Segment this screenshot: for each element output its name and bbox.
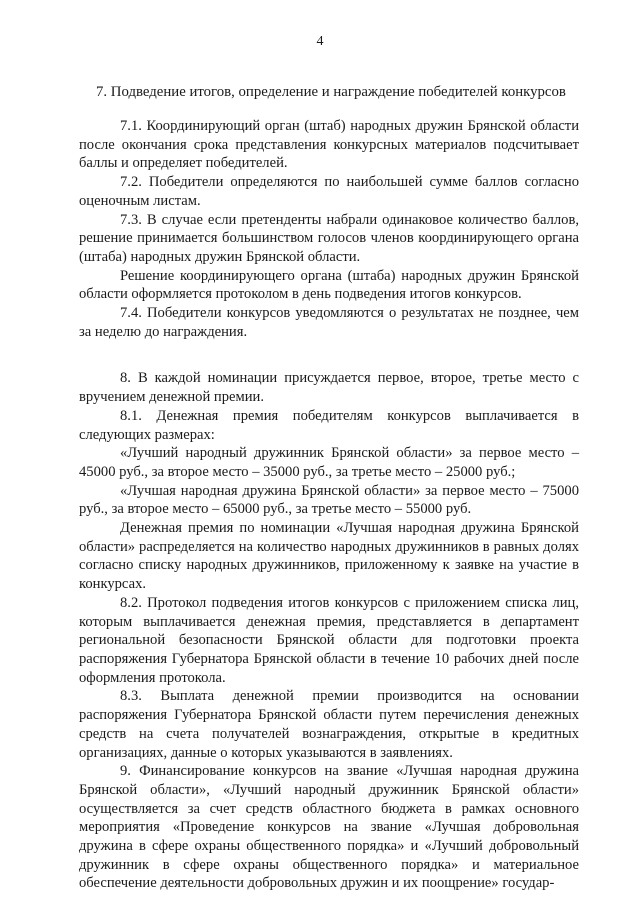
paragraph: «Лучшая народная дружина Брянской области» за первое место – 75000 руб., за второе место – 65000 руб., за третье место – 55000 руб. [79, 482, 579, 518]
paragraph: 7.1. Координирующий орган (штаб) народных дружин Брянской области после окончания срока представления конкурсных материалов подсчитывает баллы и определяет победителей. [79, 118, 579, 172]
paragraph: 7.2. Победители определяются по наибольшей сумме баллов согласно оценочным листам. [79, 174, 579, 209]
section-heading: 7. Подведение итогов, определение и награждение победителей конкурсов [96, 84, 566, 100]
paragraph: «Лучший народный дружинник Брянской области» за первое место – 45000 руб., за второе место – 35000 руб., за третье место – 25000 руб.; [79, 445, 579, 480]
paragraph: 8.2. Протокол подведения итогов конкурсов с приложением списка лиц, которым выплачивается денежная премия, представляется в департамент региональной безопасности Брянской области для подготовки проекта распоряжения Губернатора Брянской области в течение 10 рабочих дней после оформления протокола. [79, 594, 579, 686]
paragraph: 9. Финансирование конкурсов на звание «Лучшая народная дружина Брянской области», «Лучший народный дружинник Брянской области» осуществляется за счет средств областного бюджета в рамках основного мероприятия «Проведение конкурсов на звание «Лучшая добровольная дружина в сфере охраны общественного порядка» и «Лучший добровольный дружинник в сфере охраны общественного порядка» и материальное обеспечение деятельности добровольных дружин и их поощрение» государ- [79, 763, 579, 892]
body-text [79, 117, 579, 893]
paragraph: 8.1. Денежная премия победителям конкурсов выплачивается в следующих размерах: [79, 407, 579, 443]
paragraph-spacer [79, 341, 579, 369]
paragraph: Решение координирующего органа (штаба) народных дружин Брянской области оформляется протоколом в день подведения итогов конкурсов. [79, 267, 579, 303]
paragraph: 7.4. Победители конкурсов уведомляются о результатах не позднее, чем за неделю до награждения. [79, 305, 579, 340]
paragraph: 8.3. Выплата денежной премии производится на основании распоряжения Губернатора Брянской области путем перечисления денежных средств на счета получателей вознаграждения, открытые в кредитных организациях, данные о которых указываются в заявлениях. [79, 688, 579, 761]
paragraph: 8. В каждой номинации присуждается первое, второе, третье место с вручением денежной премии. [79, 370, 579, 406]
page-number: 4 [316, 34, 324, 49]
paragraph: 7.3. В случае если претенденты набрали одинаковое количество баллов, решение принимается большинством голосов членов координирующего органа (штаба) народных дружин Брянской области. [79, 211, 579, 265]
paragraph: Денежная премия по номинации «Лучшая народная дружина Брянской области» распределяется на количество народных дружинников в равных долях согласно списку народных дружинников, приложенному к заявке на участие в конкурсах. [79, 520, 579, 593]
